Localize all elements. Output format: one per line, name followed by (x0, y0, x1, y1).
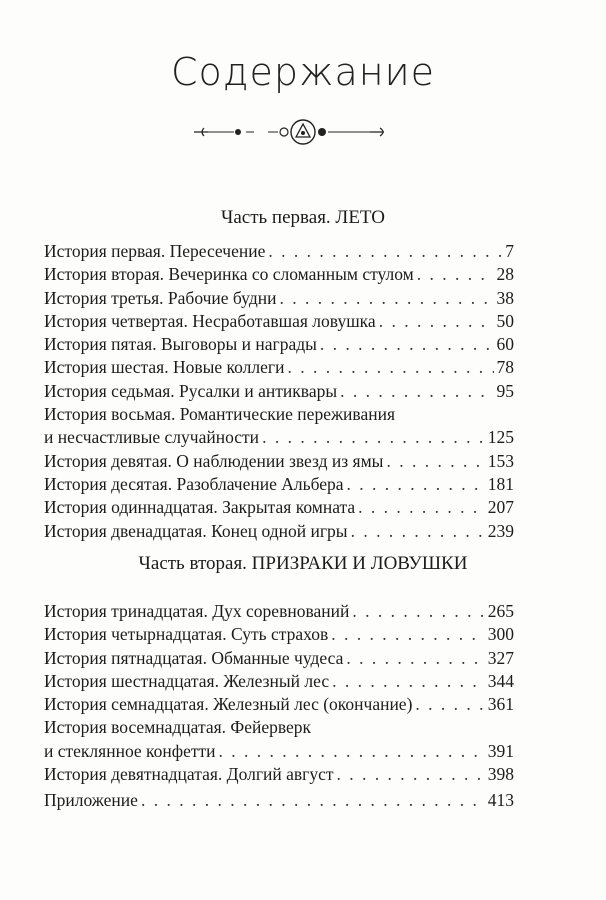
toc-entry[interactable]: История вторая. Вечеринка со сломанным стулом . . . 28 (44, 263, 514, 286)
toc-entry[interactable]: История тринадцатая. Дух соревнований . . . 265 (44, 600, 514, 623)
toc-entry[interactable]: История двенадцатая. Конец одной игры . . . 239 (44, 520, 514, 543)
part-heading: Часть первая. ЛЕТО (221, 207, 385, 228)
toc-entry[interactable]: История четырнадцатая. Суть страхов . . . 300 (44, 623, 514, 646)
toc-entry[interactable]: История одиннадцатая. Закрытая комната . . . 207 (44, 496, 514, 519)
toc-entry[interactable]: История первая. Пересечение . . . 7 (44, 240, 514, 263)
toc-entry-line2[interactable]: и стеклянное конфетти . . . 391 (44, 740, 514, 763)
toc-entry-appendix[interactable]: Приложение . . . 413 (44, 789, 514, 812)
toc-entry[interactable]: История пятнадцатая. Обманные чудеса . . . 327 (44, 647, 514, 670)
toc-entry[interactable]: История третья. Рабочие будни . . . 38 (44, 287, 514, 310)
part-heading: Часть вторая. ПРИЗРАКИ И ЛОВУШКИ (138, 553, 468, 574)
toc-list-part-1 (44, 240, 514, 543)
toc-entry[interactable]: История десятая. Разоблачение Альбера . . . 181 (44, 473, 514, 496)
toc-entry[interactable]: История девятнадцатая. Долгий август . . . 398 (44, 763, 514, 786)
toc-entry[interactable]: История седьмая. Русалки и антиквары . . . 95 (44, 380, 514, 403)
toc-entry-line2[interactable]: и несчастливые случайности . . . 125 (44, 426, 514, 449)
page-title: Содержание (170, 50, 436, 94)
toc-entry[interactable]: История шестнадцатая. Железный лес . . . 344 (44, 670, 514, 693)
toc-entry[interactable]: История пятая. Выговоры и награды . . . 60 (44, 333, 514, 356)
ornament-divider-icon (190, 114, 416, 148)
toc-entry-line1[interactable]: История восемнадцатая. Фейерверк (44, 717, 312, 738)
toc-list-part-2 (44, 600, 514, 786)
toc-entry[interactable]: История шестая. Новые коллеги . . . 78 (44, 356, 514, 379)
toc-entry[interactable]: История семнадцатая. Железный лес (окончание) . . . 361 (44, 693, 514, 716)
toc-entry[interactable]: История девятая. О наблюдении звезд из ямы . . . 153 (44, 450, 514, 473)
toc-appendix (44, 789, 514, 812)
toc-entry-line1[interactable]: История восьмая. Романтические переживания (44, 404, 395, 425)
toc-entry[interactable]: История четвертая. Несработавшая ловушка . . . 50 (44, 310, 514, 333)
